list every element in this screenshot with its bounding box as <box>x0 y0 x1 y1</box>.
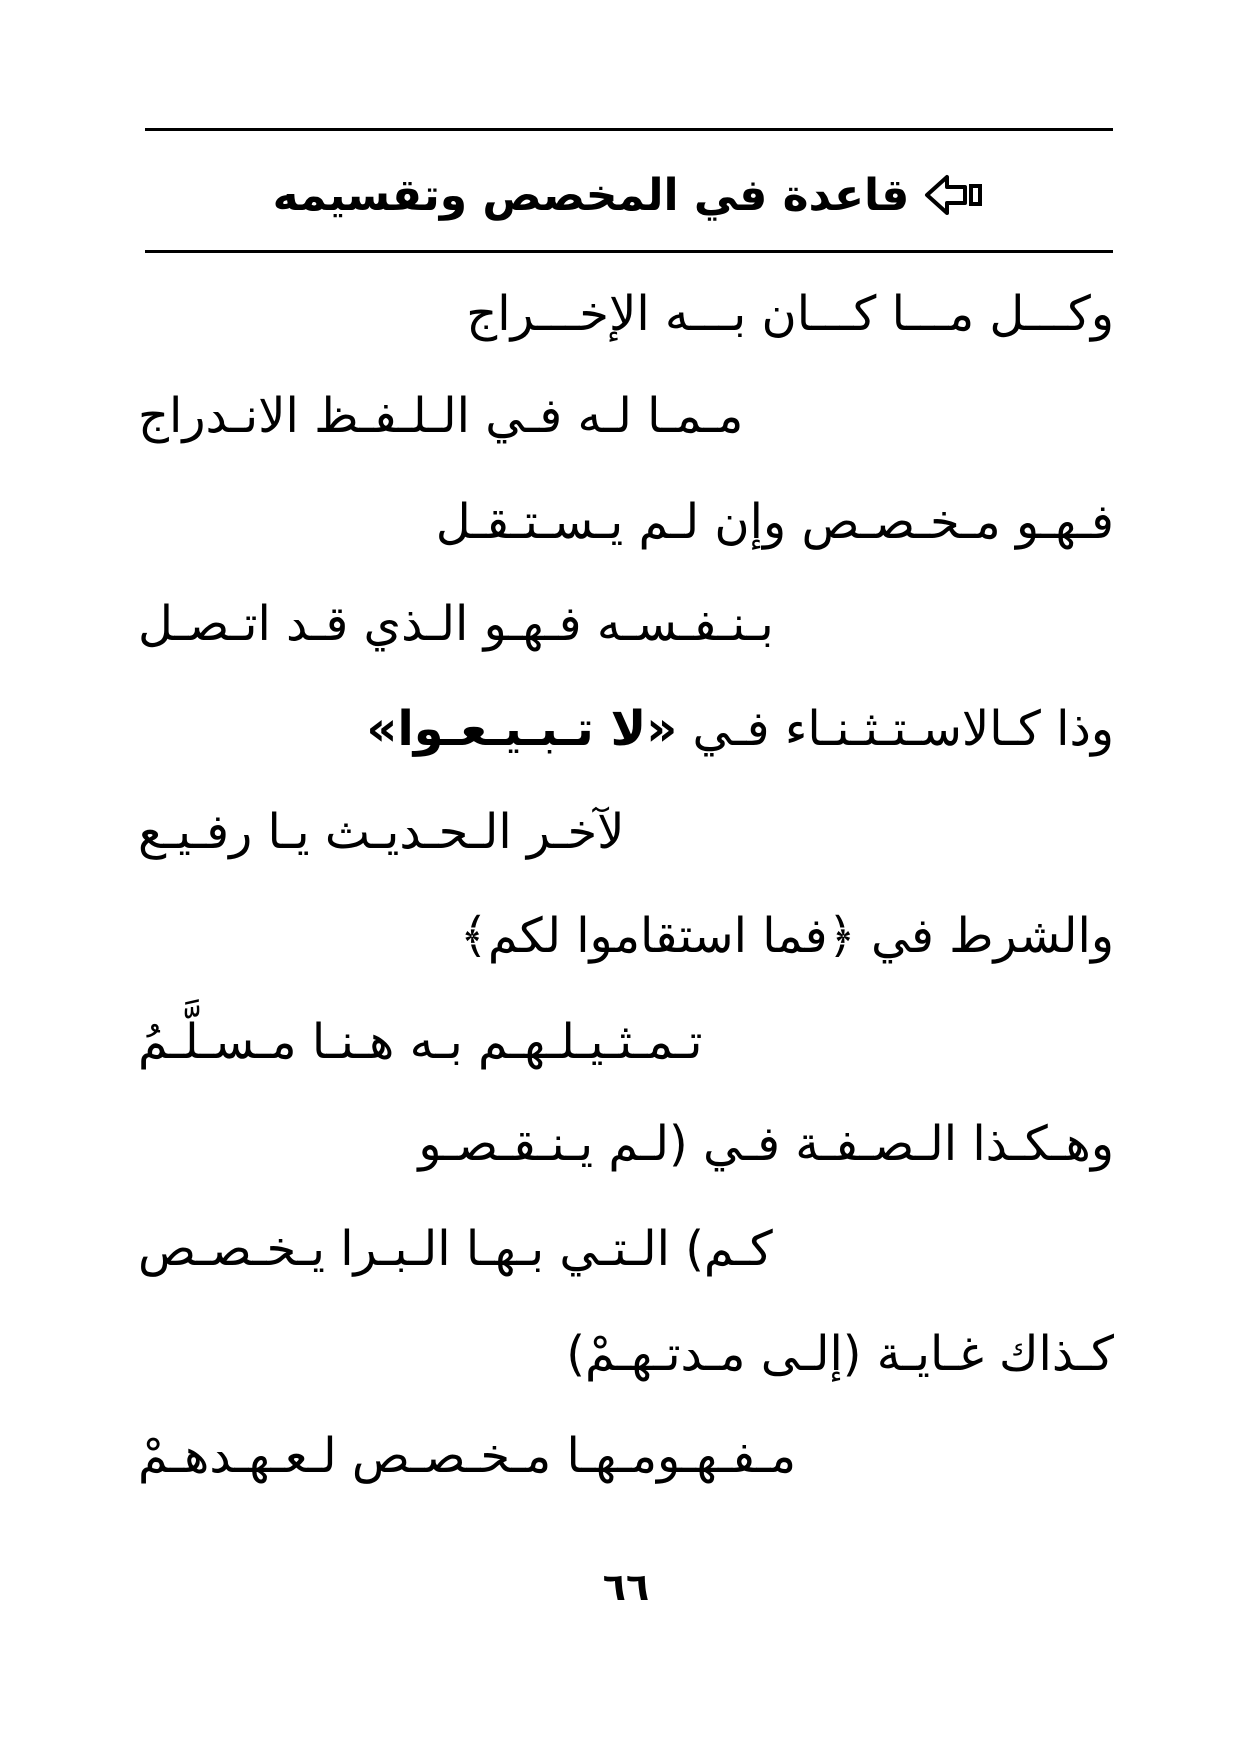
verse-5-second-hemistich: كـم) الـتـي بـهـا الـبـرا يـخـصـص <box>138 1221 773 1277</box>
verse-5-first-hemistich: وهـكـذا الـصـفـة فـي (لـم يـنـقـصـو <box>418 1116 1114 1172</box>
verse-6-second-hemistich: مـفـهـومـهـا مـخـصـص لـعـهـدهـمْ <box>138 1428 797 1484</box>
verse-3-first-hemistich <box>366 701 1114 757</box>
verse-2-first-hemistich: فـهـو مـخـصـص وإن لـم يـسـتـقـل <box>435 494 1114 550</box>
verse-2-second-hemistich: بـنـفـسـه فـهـو الـذي قـد اتـصـل <box>138 596 774 652</box>
page-number: ٦٦ <box>602 1565 650 1609</box>
verse-3-first-text: وذا كـالاسـتـثـنـاء فـي <box>677 701 1114 757</box>
section-title: قاعدة في المخصص وتقسيمه <box>272 169 910 221</box>
verse-3-second-hemistich: لآخـر الـحـديـث يـا رفـيـع <box>138 804 625 860</box>
verse-6-first-hemistich: كـذاك غـايـة (إلـى مـدتـهـمْ) <box>566 1326 1114 1382</box>
verse-4-first-hemistich: والشرط في ﴿فما استقاموا لكم﴾ <box>459 908 1114 964</box>
bottom-rule <box>145 250 1113 253</box>
top-rule <box>145 128 1113 131</box>
verse-1-first-hemistich: وكـــل مـــا كـــان بـــه الإخـــراج <box>466 286 1114 342</box>
verse-1-second-hemistich: مـمـا لـه فـي الـلـفـظ الانـدراج <box>138 388 744 444</box>
verse-3-quote-bold: «لا تـبـيـعـوا» <box>366 701 678 757</box>
pointing-hand-icon <box>923 173 985 217</box>
verse-4-second-hemistich: تـمـثـيـلـهـم بـه هـنـا مـسـلَّـمُ <box>138 1014 703 1070</box>
section-header <box>145 160 1113 230</box>
